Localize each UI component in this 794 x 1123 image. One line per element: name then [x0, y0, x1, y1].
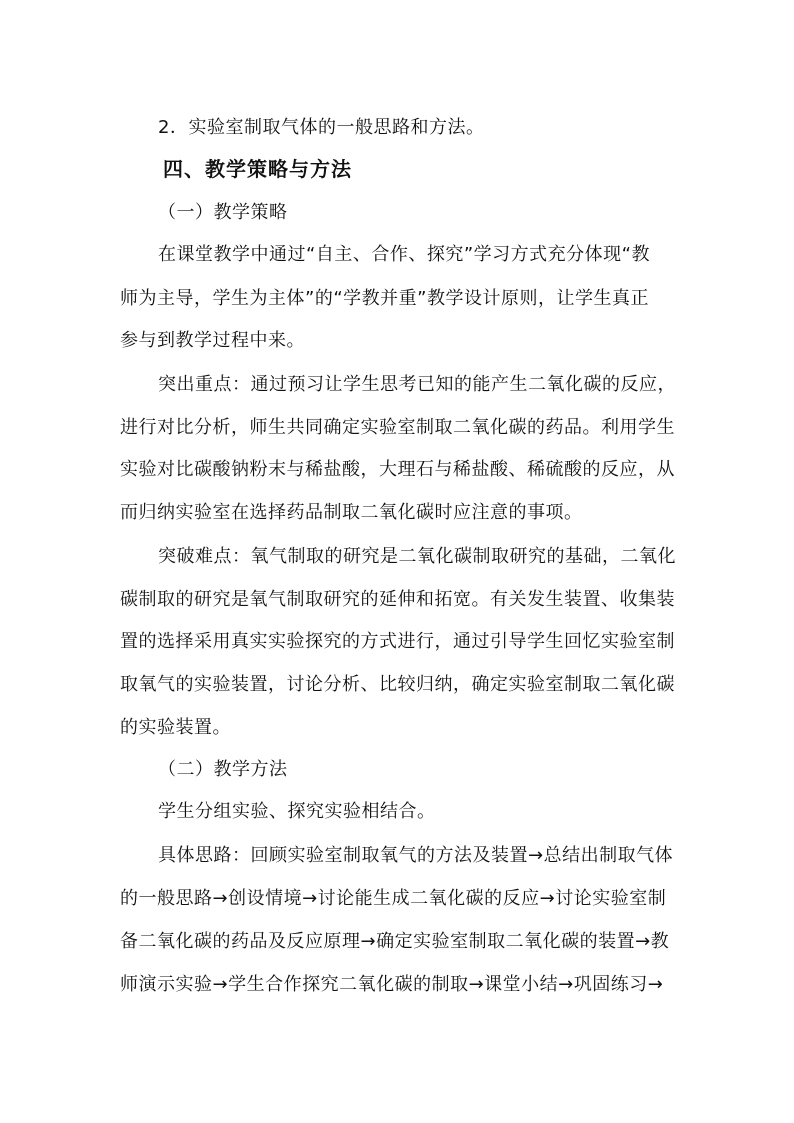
paragraph-line: 师演示实验→学生合作探究二氧化碳的制取→课堂小结→巩固练习→ — [120, 974, 664, 995]
paragraph-line: 备二氧化碳的药品及反应原理→确定实验室制取二氧化碳的装置→教 — [120, 931, 670, 952]
subsection-title-strategy: （一）教学策略 — [158, 202, 288, 223]
paragraph-line: 实验对比碳酸钠粉末与稀盐酸，大理石与稀盐酸、稀硫酸的反应，从 — [120, 459, 675, 480]
paragraph-line: 在课堂教学中通过“自主、合作、探究”学习方式充分体现“教 — [158, 244, 650, 265]
paragraph-line: 师为主导，学生为主体”的“学教并重”教学设计原则，让学生真正 — [120, 288, 649, 309]
paragraph-line: 突破难点：氧气制取的研究是二氧化碳制取研究的基础，二氧化 — [158, 546, 676, 567]
paragraph-line: 突出重点：通过预习让学生思考已知的能产生二氧化碳的反应， — [158, 374, 676, 395]
paragraph-line: 参与到教学过程中来。 — [120, 330, 305, 351]
paragraph-line: 碳制取的研究是氧气制取研究的延伸和拓宽。有关发生装置、收集装 — [120, 589, 675, 610]
section-title: 四、教学策略与方法 — [163, 157, 352, 181]
paragraph-line: 学生分组实验、探究实验相结合。 — [158, 801, 436, 822]
subsection-title-methods: （二）教学方法 — [158, 759, 288, 780]
item-2-text: 2．实验室制取气体的一般思路和方法。 — [158, 117, 485, 138]
paragraph-line: 具体思路：回顾实验室制取氧气的方法及装置→总结出制取气体 — [158, 845, 674, 866]
paragraph-line: 的实验装置。 — [120, 717, 231, 738]
paragraph-line: 置的选择采用真实实验探究的方式进行，通过引导学生回忆实验室制 — [120, 631, 675, 652]
paragraph-line: 而归纳实验室在选择药品制取二氧化碳时应注意的事项。 — [120, 502, 583, 523]
paragraph-line: 的一般思路→创设情境→讨论能生成二氧化碳的反应→讨论实验室制 — [120, 888, 667, 909]
paragraph-line: 进行对比分析，师生共同确定实验室制取二氧化碳的药品。利用学生 — [120, 417, 675, 438]
paragraph-line: 取氧气的实验装置，讨论分析、比较归纳，确定实验室制取二氧化碳 — [120, 674, 675, 695]
